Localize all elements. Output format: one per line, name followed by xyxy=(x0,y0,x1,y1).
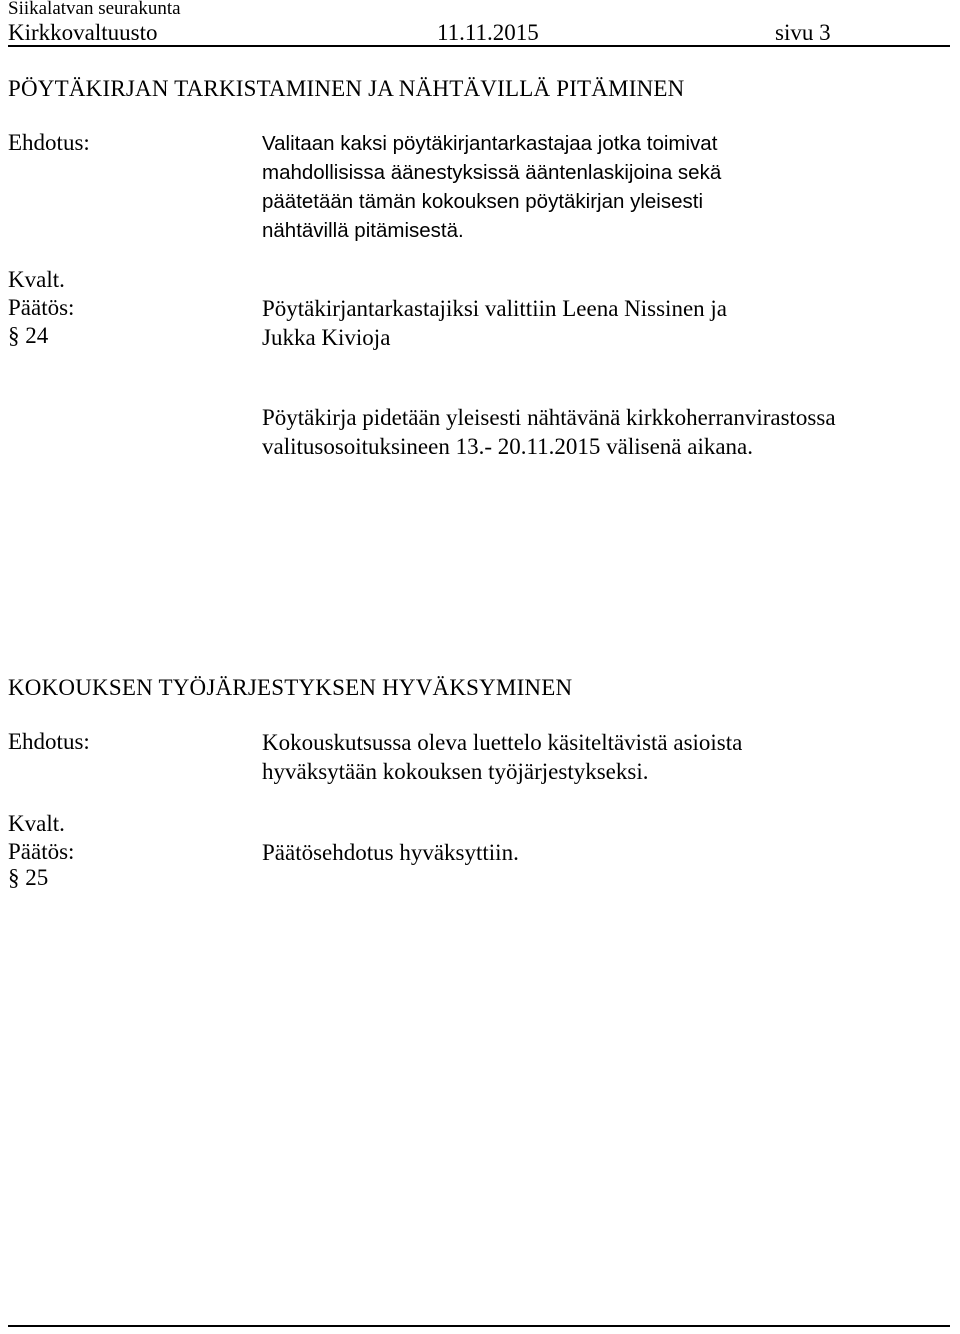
proposal-line: Kokouskutsussa oleva luettelo käsiteltävistä asioista xyxy=(262,730,743,755)
decision-line: Päätösehdotus hyväksyttiin. xyxy=(262,840,519,865)
proposal-line: päätetään tämän kokouksen pöytäkirjan yleisesti xyxy=(262,190,704,213)
decision-label-line1-1: Kvalt. xyxy=(8,267,65,292)
decision-line: Pöytäkirjantarkastajiksi valittiin Leena Nissinen ja xyxy=(262,296,727,321)
organization-name: Siikalatvan seurakunta xyxy=(8,0,181,19)
header-divider xyxy=(8,45,950,47)
decision-text-2 xyxy=(262,838,902,867)
proposal-line: hyväksytään kokouksen työjärjestykseksi. xyxy=(262,759,649,784)
section-heading-1: PÖYTÄKIRJAN TARKISTAMINEN JA NÄHTÄVILLÄ PITÄMINEN xyxy=(8,76,685,101)
page-number: sivu 3 xyxy=(775,20,831,45)
decision-label-line2-2: Päätös: xyxy=(8,839,75,864)
proposal-line: nähtävillä pitämisestä. xyxy=(262,219,464,242)
proposal-label-1: Ehdotus: xyxy=(8,130,90,155)
section-number-24: § 24 xyxy=(8,323,49,348)
footer-divider xyxy=(8,1325,950,1327)
decision-line: Jukka Kivioja xyxy=(262,325,391,350)
proposal-label-2: Ehdotus: xyxy=(8,729,90,754)
decision-text-1 xyxy=(262,294,902,352)
proposal-line: Valitaan kaksi pöytäkirjantarkastajaa jotka toimivat xyxy=(262,132,718,155)
section-heading-2: KOKOUKSEN TYÖJÄRJESTYKSEN HYVÄKSYMINEN xyxy=(8,675,573,700)
governing-body: Kirkkovaltuusto xyxy=(8,20,158,45)
decision-label-line2-1: Päätös: xyxy=(8,295,75,320)
note-line: valitusosoituksineen 13.- 20.11.2015 välisenä aikana. xyxy=(262,434,753,459)
proposal-text-2 xyxy=(262,728,902,786)
minutes-availability-note xyxy=(262,403,902,461)
section-number-25: § 25 xyxy=(8,865,49,890)
proposal-line: mahdollisissa äänestyksissä ääntenlaskijoina sekä xyxy=(262,161,722,184)
proposal-text-1 xyxy=(262,129,902,245)
decision-label-line1-2: Kvalt. xyxy=(8,811,65,836)
meeting-date: 11.11.2015 xyxy=(437,20,539,45)
note-line: Pöytäkirja pidetään yleisesti nähtävänä kirkkoherranvirastossa xyxy=(262,405,836,430)
